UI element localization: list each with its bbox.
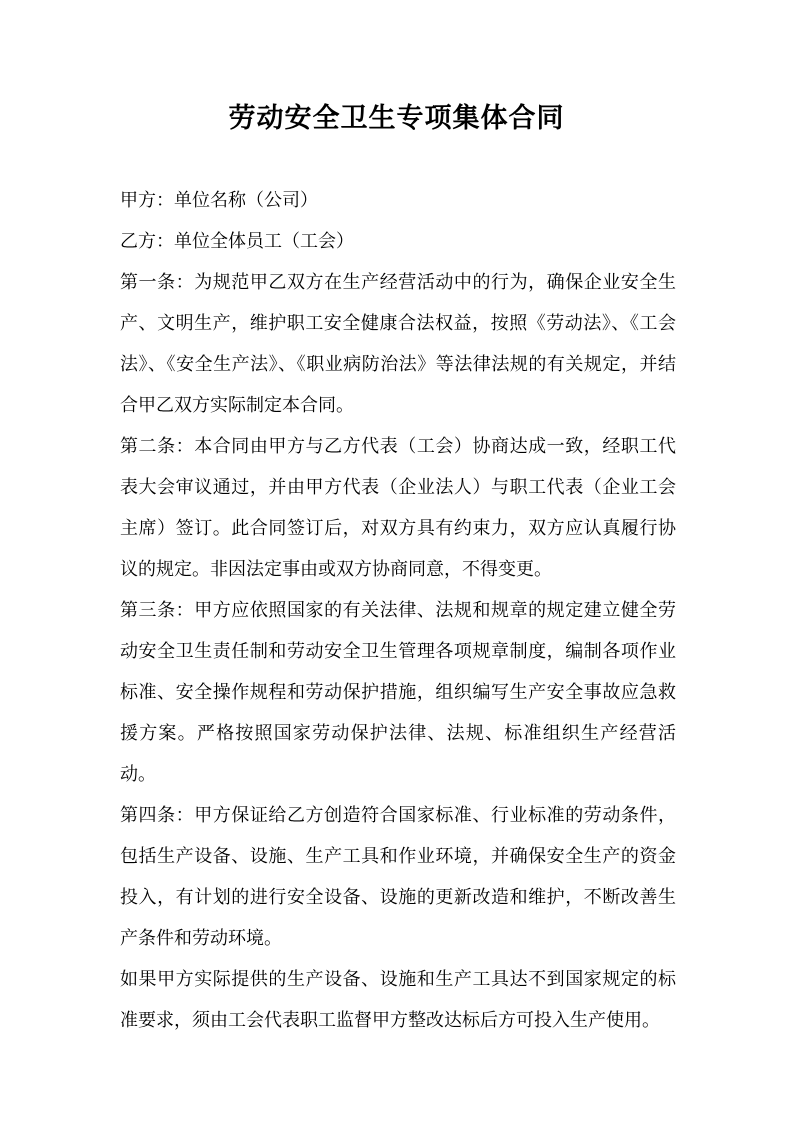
document-title: 劳动安全卫生专项集体合同 [228,103,565,134]
document-body [120,180,676,1041]
article-1: 第一条：为规范甲乙双方在生产经营活动中的行为，确保企业安全生产、文明生产，维护职工安全健康合法权益，按照《劳动法》、《工会法》、《安全生产法》、《职业病防治法》等法律法规的有关规定，并结合甲乙双方实际制定本合同。 [120,272,676,416]
article-4: 第四条：甲方保证给乙方创造符合国家标准、行业标准的劳动条件，包括生产设备、设施、生产工具和作业环境，并确保安全生产的资金投入，有计划的进行安全设备、设施的更新改造和维护，不断改善生产条件和劳动环境。 [120,805,676,949]
party-b-line: 乙方：单位全体员工（工会） [120,231,354,252]
article-3: 第三条：甲方应依照国家的有关法律、法规和规章的规定建立健全劳动安全卫生责任制和劳动安全卫生管理各项规章制度，编制各项作业标准、安全操作规程和劳动保护措施，组织编写生产安全事故应急救援方案。严格按照国家劳动保护法律、法规、标准组织生产经营活动。 [120,600,676,785]
article-2: 第二条：本合同由甲方与乙方代表（工会）协商达成一致，经职工代表大会审议通过，并由甲方代表（企业法人）与职工代表（企业工会主席）签订。此合同签订后，对双方具有约束力，双方应认真履行协议的规定。非因法定事由或双方协商同意，不得变更。 [120,436,676,580]
article-4-supplement: 如果甲方实际提供的生产设备、设施和生产工具达不到国家规定的标准要求，须由工会代表职工监督甲方整改达标后方可投入生产使用。 [120,969,676,1031]
party-a-line: 甲方：单位名称（公司） [120,190,318,211]
